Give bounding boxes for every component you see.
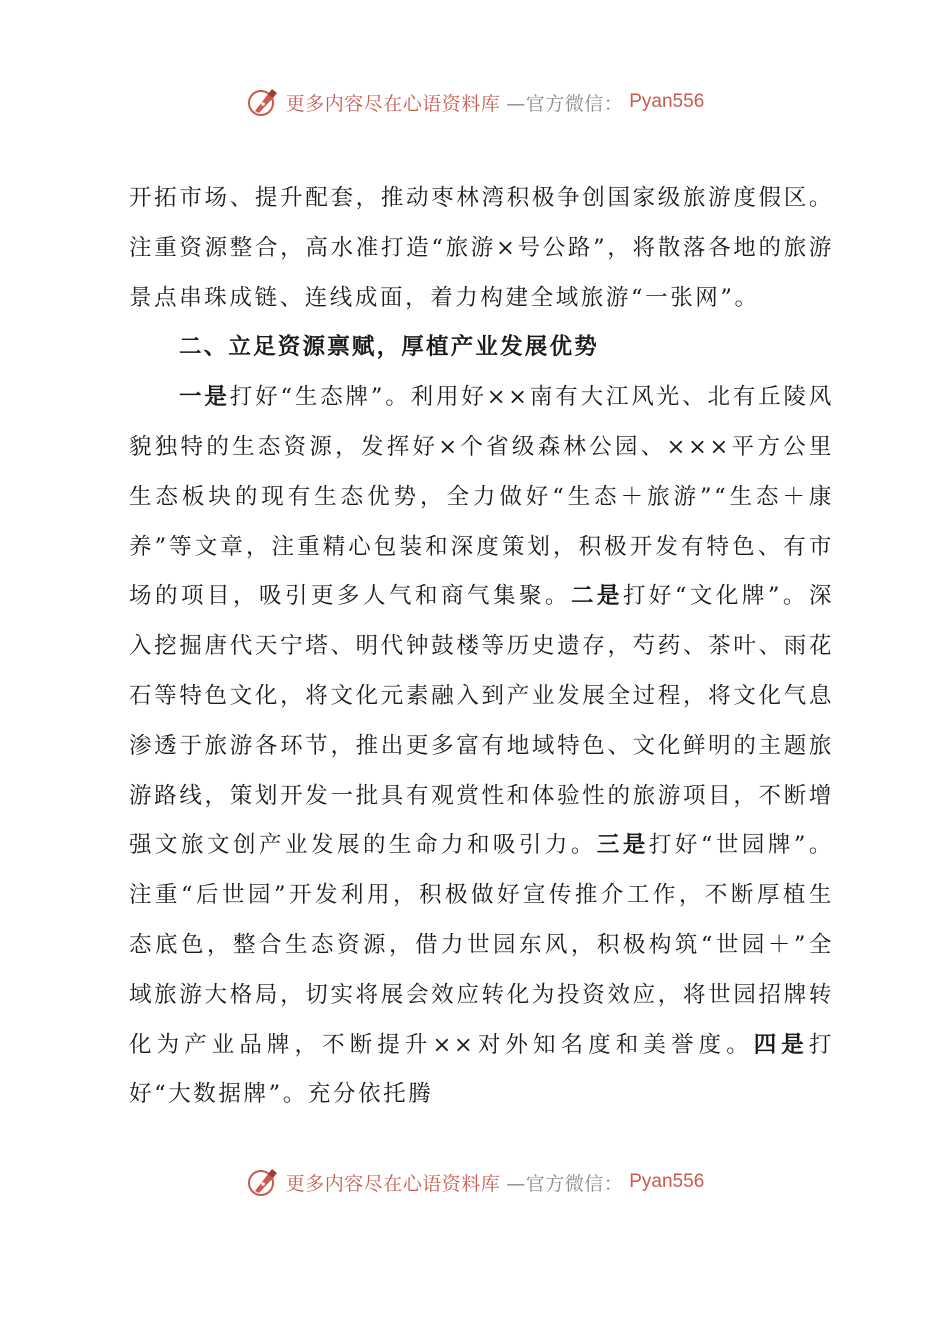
watermark-label: —官方微信： — [506, 1172, 624, 1195]
point-label: 一是 — [179, 384, 230, 411]
point-text: 打好“世园牌”。注重“后世园”开发利用，积极做好宣传推介工作，不断厚植生态底色，整合生态资源，借力世园东风，积极构筑“世园＋”全域旅游大格局，切实将展会效应转化为投资效应，将世园招牌转化为产业品牌，不断提升××对外知名度和美誉度。 — [129, 832, 834, 1058]
point-label: 四是 — [753, 1031, 809, 1058]
watermark-title: 更多内容尽在心语资料库 — [285, 92, 501, 115]
watermark-wechat-id: Pyan556 — [629, 91, 705, 112]
watermark-banner-bottom — [0, 1162, 950, 1202]
point-label: 二是 — [570, 583, 623, 610]
watermark-wechat-id: Pyan556 — [629, 1171, 705, 1192]
pen-nib-logo-icon — [246, 85, 280, 119]
watermark-banner-top — [0, 82, 950, 122]
intro-paragraph: 开拓市场、提升配套，推动枣林湾积极争创国家级旅游度假区。注重资源整合，高水准打造“旅游×号公路”，将散落各地的旅游景点串珠成链、连线成面，着力构建全域旅游“一张网”。 — [129, 185, 834, 311]
document-body — [129, 174, 834, 1120]
body-paragraph — [129, 373, 834, 1120]
watermark-title: 更多内容尽在心语资料库 — [285, 1172, 501, 1195]
section-heading: 二、立足资源禀赋，厚植产业发展优势 — [179, 334, 599, 361]
pen-nib-logo-icon — [246, 1165, 280, 1199]
point-label: 三是 — [596, 832, 649, 859]
point-text: 打好“生态牌”。利用好××南有大江风光、北有丘陵风貌独特的生态资源，发挥好×个省级森林公园、×××平方公里生态板块的现有生态优势，全力做好“生态＋旅游”“生态＋康养”等文章，注重精心包装和深度策划，积极开发有特色、有市场的项目，吸引更多人气和商气集聚。 — [129, 384, 834, 610]
point-text: 打好“大数据牌”。充分依托腾 — [129, 1031, 835, 1108]
point-text: 打好“文化牌”。深入挖掘唐代天宁塔、明代钟鼓楼等历史遗存，芍药、茶叶、雨花石等特色文化，将文化元素融入到产业发展全过程，将文化气息渗透于旅游各环节，推出更多富有地域特色、文化鲜明的主题旅游路线，策划开发一批具有观赏性和体验性的旅游项目，不断增强文旅文创产业发展的生命力和吸引力。 — [129, 583, 835, 859]
watermark-label: —官方微信： — [506, 92, 624, 115]
